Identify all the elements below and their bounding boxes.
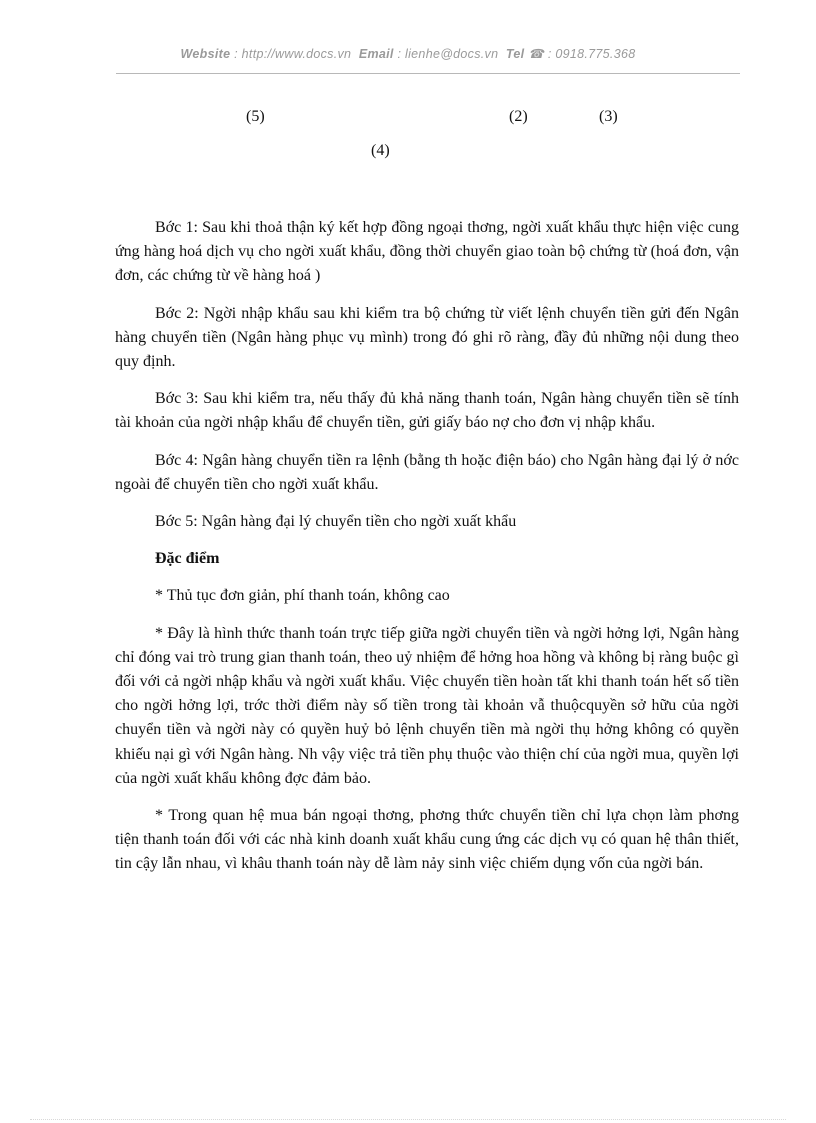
step-4-paragraph: Bớc 4: Ngân hàng chuyển tiền ra lệnh (bằng th hoặc điện báo) cho Ngân hàng đại lý ở nớc ngoài để chuyển tiền cho ngời xuất khẩu. [115, 451, 739, 493]
email-value: : lienhe@docs.vn [397, 47, 499, 61]
step-3-paragraph: Bớc 3: Sau khi kiểm tra, nếu thấy đủ khả năng thanh toán, Ngân hàng chuyển tiền sẽ tính tài khoản của ngời nhập khẩu để chuyển tiền, gửi giấy báo nợ cho đơn vị nhập khẩu. [115, 390, 739, 432]
diagram-label-2: (2) [509, 108, 528, 125]
step-5-paragraph: Bớc 5: Ngân hàng đại lý chuyển tiền cho ngời xuất khẩu [155, 513, 517, 531]
feature-3-paragraph: * Trong quan hệ mua bán ngoại thơng, phơng thức chuyển tiền chỉ lựa chọn làm phơng tiện thanh toán đối với các nhà kinh doanh xuất khẩu cung ứng các dịch vụ có quan hệ thân thiết, tin cậy lẫn nhau, vì khâu thanh toán này dễ làm nảy sinh việc chiếm dụng vốn của ngời bán. [115, 807, 739, 873]
header-divider [116, 73, 740, 74]
diagram-label-5: (5) [246, 108, 265, 125]
feature-2-paragraph: * Đây là hình thức thanh toán trực tiếp giữa ngời chuyển tiền và ngời hởng lợi, Ngân hàng chỉ đóng vai trò trung gian thanh toán, theo uỷ nhiệm để hởng hoa hồng và không bị ràng buộc gì đối với cả ngời nhập khẩu và ngời xuất khẩu. Việc chuyển tiền hoàn tất khi thanh toán hết số tiền cho ngời hởng lợi, trớc thời điểm này số tiền trong tài khoản vẫ thuộcquyền sở hữu của ngời chuyển tiền và ngời này có quyền huỷ bỏ lệnh chuyển tiền mà ngời thụ hởng không có quyền khiếu nại gì với Ngân hàng. Nh vậy việc trả tiền phụ thuộc vào thiện chí của ngời mua, quyền lợi của ngời xuất khẩu không đợc đảm bảo. [115, 624, 739, 787]
diagram-label-3: (3) [599, 108, 618, 125]
tel-label: Tel [505, 47, 525, 61]
document-body [115, 216, 739, 890]
email-label: Email [358, 47, 394, 61]
feature-1-paragraph: * Thủ tục đơn giản, phí thanh toán, không cao [155, 587, 450, 605]
page-header [0, 46, 816, 61]
step-1-paragraph: Bớc 1: Sau khi thoả thận ký kết hợp đồng ngoại thơng, ngời xuất khẩu thực hiện việc cung ứng hàng hoá dịch vụ cho ngời xuất khẩu, đồng thời chuyển giao toàn bộ chứng từ (hoá đơn, vận đơn, các chứng từ về hàng hoá ) [115, 219, 739, 285]
diagram-label-4: (4) [371, 142, 390, 159]
website-label: Website [180, 47, 231, 61]
step-2-paragraph: Bớc 2: Ngời nhập khẩu sau khi kiểm tra bộ chứng từ viết lệnh chuyển tiền gửi đến Ngân hàng chuyển tiền (Ngân hàng phục vụ mình) trong đó ghi rõ ràng, đầy đủ những nội dung theo quy định. [115, 304, 739, 371]
footer-divider [30, 1119, 786, 1120]
section-heading: Đặc điểm [155, 550, 220, 568]
website-url: : http://www.docs.vn [234, 47, 352, 61]
tel-value: ☎ : 0918.775.368 [528, 47, 636, 61]
